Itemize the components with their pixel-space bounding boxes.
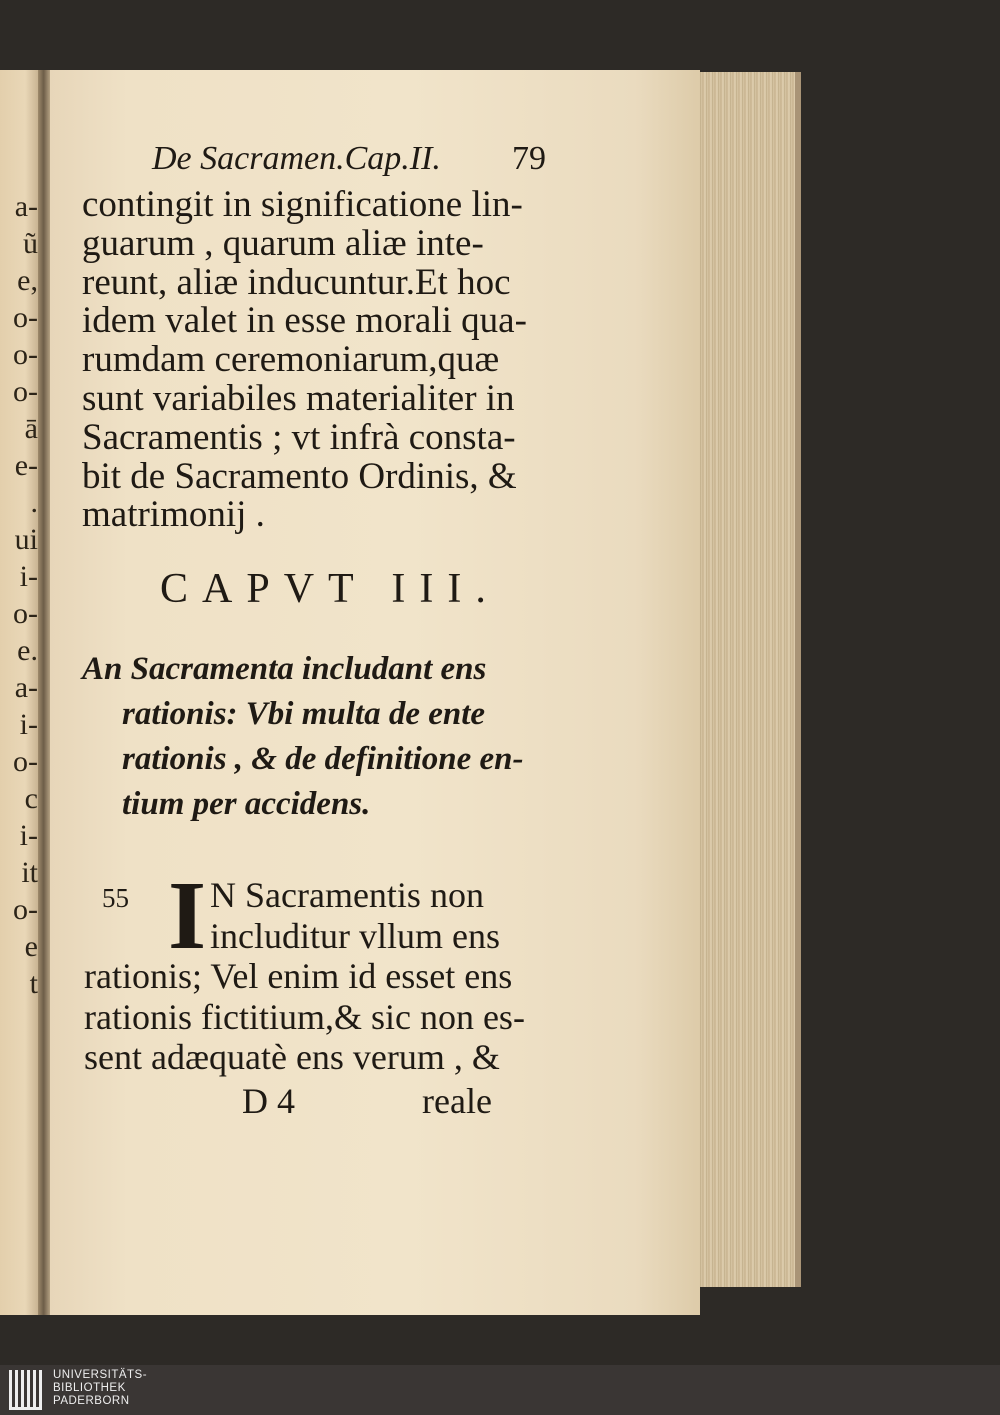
paragraph-number: 55 bbox=[102, 883, 129, 914]
signature-mark: D 4 bbox=[242, 1080, 295, 1121]
rubric-line: tium per accidens. bbox=[122, 786, 371, 823]
chapter-rubric bbox=[72, 647, 572, 827]
body-line: Sacramentis ; vt infrà consta- bbox=[82, 416, 516, 458]
paragraph-line: includitur vllum ens bbox=[210, 915, 500, 956]
rubric-line: An Sacramenta includant ens bbox=[82, 651, 487, 688]
body-line: idem valet in esse morali qua- bbox=[82, 300, 527, 342]
left-page-edge bbox=[0, 70, 42, 1315]
running-head: De Sacramen.Cap.II. bbox=[152, 140, 441, 177]
catchword: reale bbox=[422, 1080, 492, 1121]
body-line: matrimonij . bbox=[82, 494, 265, 536]
body-line: sunt variabiles materialiter in bbox=[82, 377, 515, 419]
page-footer-line bbox=[72, 1080, 572, 1124]
page-text-block bbox=[72, 140, 572, 1124]
library-footer-bar bbox=[0, 1365, 1000, 1415]
page-number: 79 bbox=[512, 140, 546, 177]
page-header bbox=[72, 140, 572, 186]
body-line: guarum , quarum aliæ inte- bbox=[82, 222, 484, 264]
rubric-line: rationis , & de definitione en- bbox=[122, 741, 524, 778]
left-page-line-fragments: a- ũ e, o- o- o- ā e- . ui i- o- e. a- i- o- c i- it o- e t bbox=[13, 190, 38, 1000]
chapter-heading: CAPVT III. bbox=[160, 566, 500, 613]
rubric-line: rationis: Vbi multa de ente bbox=[122, 696, 486, 733]
paragraph-line: rationis; Vel enim id esset ens bbox=[84, 956, 513, 997]
drop-cap-initial: I bbox=[168, 862, 207, 971]
paragraph-line: sent adæquatè ens verum , & bbox=[84, 1037, 500, 1078]
body-line: reunt, aliæ inducuntur.Et hoc bbox=[82, 261, 511, 303]
body-line: rumdam ceremoniarum,quæ bbox=[82, 339, 500, 381]
paragraph-line: rationis fictitium,& sic non es- bbox=[84, 996, 525, 1037]
university-library-logo-icon bbox=[8, 1368, 48, 1412]
page-block-edges bbox=[695, 72, 801, 1287]
paragraph-line: N Sacramentis non bbox=[210, 875, 484, 916]
numbered-paragraph bbox=[72, 862, 572, 1078]
library-name: UNIVERSITÄTS- BIBLIOTHEK PADERBORN bbox=[53, 1369, 148, 1407]
body-line: bit de Sacramento Ordinis, & bbox=[82, 455, 517, 497]
body-line: contingit in significatione lin- bbox=[82, 184, 523, 225]
body-text bbox=[72, 186, 572, 535]
